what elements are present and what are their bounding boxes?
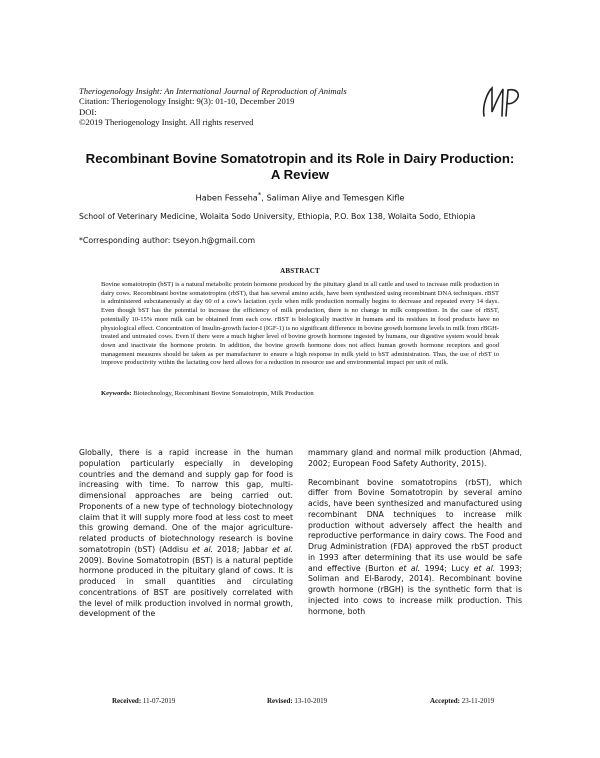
corresponding-mark: *	[257, 191, 262, 199]
rbst-text-3: 1993; Soliman and El-Barody, 2014). Recombinant bovine growth hormone (rBGH) is the synthetic form that is injected into cows to increase milk production. This hormone, both	[308, 563, 522, 616]
author-list	[60, 191, 540, 203]
body-column-left	[79, 448, 293, 620]
journal-header	[79, 86, 459, 128]
title-line-2: A Review	[270, 166, 330, 182]
author-1: Haben Fesseha	[195, 192, 258, 203]
intro-text-1: Globally, there is a rapid increase in the human population particularly especially in developing countries and the demand and supply gap for food is increasing with time. To narrow this gap, multi-dimensional approaches are being carried out. Proponents of a new type of technology biotechnology claim that it will supply more food at less cost to meet this growing demand. One of the major agriculture-related products of biotechnology research is bovine somatotropin (bST) (Addisu	[79, 448, 293, 554]
keywords	[101, 390, 499, 397]
corresponding-author: *Corresponding author: tseyon.h@gmail.com	[79, 236, 256, 245]
journal-logo	[478, 82, 524, 122]
journal-name: Theriogenology Insight: An International Journal of Reproduction of Animals	[79, 86, 347, 96]
affiliation: School of Veterinary Medicine, Wolaita Sodo University, Ethiopia, P.O. Box 138, Wolaita Sodo, Ethiopia	[79, 212, 476, 221]
doi: DOI:	[79, 106, 97, 117]
rbst-text-1: Recombinant bovine somatotropins (rbST), which differ from Bovine Somatotropin by several amino acids, have been synthesized and manufactured using recombinant DNA techniques to increase milk production without adversely affect the health and reproductive performance in dairy cows. The Food and Drug Administration (FDA) approved the rbST product in 1993 after determining that its use would be safe and effective (Burton	[308, 477, 522, 573]
received-date	[112, 697, 175, 705]
revised-value: 13-10-2019	[292, 697, 328, 705]
rbst-italic-1: et al.	[398, 563, 421, 573]
intro-italic-2: et al.	[271, 544, 293, 554]
accepted-date	[430, 697, 494, 705]
accepted-value: 23-11-2019	[459, 697, 495, 705]
keywords-label: Keywords:	[101, 390, 132, 397]
mammary-paragraph: mammary gland and normal milk production (Ahmad, 2002; European Food Safety Authority, 2015).	[308, 448, 522, 468]
body-column-right	[308, 448, 522, 617]
rbst-paragraph	[308, 478, 522, 618]
copyright: ©2019 Theriogenology Insight. All rights reserved	[79, 117, 254, 128]
intro-text-3: 2009). Bovine Somatotropin (BST) is a natural peptide hormone produced in the pituitary gland of cows. It is produced in small quantities and circulating concentrations of BST are positively correlated with the level of milk production involved in normal growth, development of the	[79, 555, 293, 619]
article-dates-footer	[0, 697, 600, 709]
intro-italic-1: et al.	[192, 544, 214, 554]
title-line-1: Recombinant Bovine Somatotropin and its Role in Dairy Production:	[85, 151, 515, 166]
intro-text-2: 2018; Jabbar	[213, 544, 272, 554]
article-title	[60, 151, 540, 182]
abstract-heading: ABSTRACT	[280, 267, 320, 275]
revised-label: Revised:	[267, 697, 293, 705]
received-label: Received:	[112, 697, 142, 705]
revised-date	[267, 697, 327, 705]
rbst-text-2: 1994; Lucy	[420, 563, 474, 573]
rbst-italic-2: et al.	[473, 563, 496, 573]
received-value: 11-07-2019	[141, 697, 176, 705]
other-authors: , Saliman Aliye and Temesgen Kifle	[261, 192, 405, 203]
keywords-list: Biotechnology, Recombinant Bovine Somatotropin, Milk Production	[131, 390, 314, 397]
abstract-text: Bovine somatotropin (bST) is a natural metabolic protein hormone produced by the pituitary gland in all cattle and used to increase milk production in dairy cows. Recombinant bovine somatotropins (rbST), that has several amino acids, have been synthesized using recombinant DNA techniques. rBST is administered subcutaneously at day 60 of a cow's lactation cycle when milk production normally begins to decrease and repeated every 14 days. Even though bST has the potential to increase the efficiency of milk production, there is no change in milk composition. In the case of rBST, potentially 10-15% more milk can be obtained from each cow. rBST is biologically inactive in humans and its residues in food products have no physiological effect. Concentration of Insulin-growth factor-I (IGF-1) is no significant difference in bovine growth hormone levels in milk from rBGH-treated and untreated cows. Even if there were a much higher level of bovine growth hormone ingested by humans, our digestive system would break down and inactivate the hormone protein. In addition, the bovine growth hormone does not affect human growth hormone receptors and good management measures should be taken as per manufacturer to ensure a high response in milk yield to bST administration. Thus, the use of rbST to improve productivity within the lactating cow herd allows for a reduction in resource use and environmental impact per unit of milk.	[101, 281, 499, 367]
citation: Citation: Theriogenology Insight: 9(3): 01-10, December 2019	[79, 96, 295, 107]
intro-paragraph	[79, 448, 293, 620]
accepted-label: Accepted:	[430, 697, 460, 705]
